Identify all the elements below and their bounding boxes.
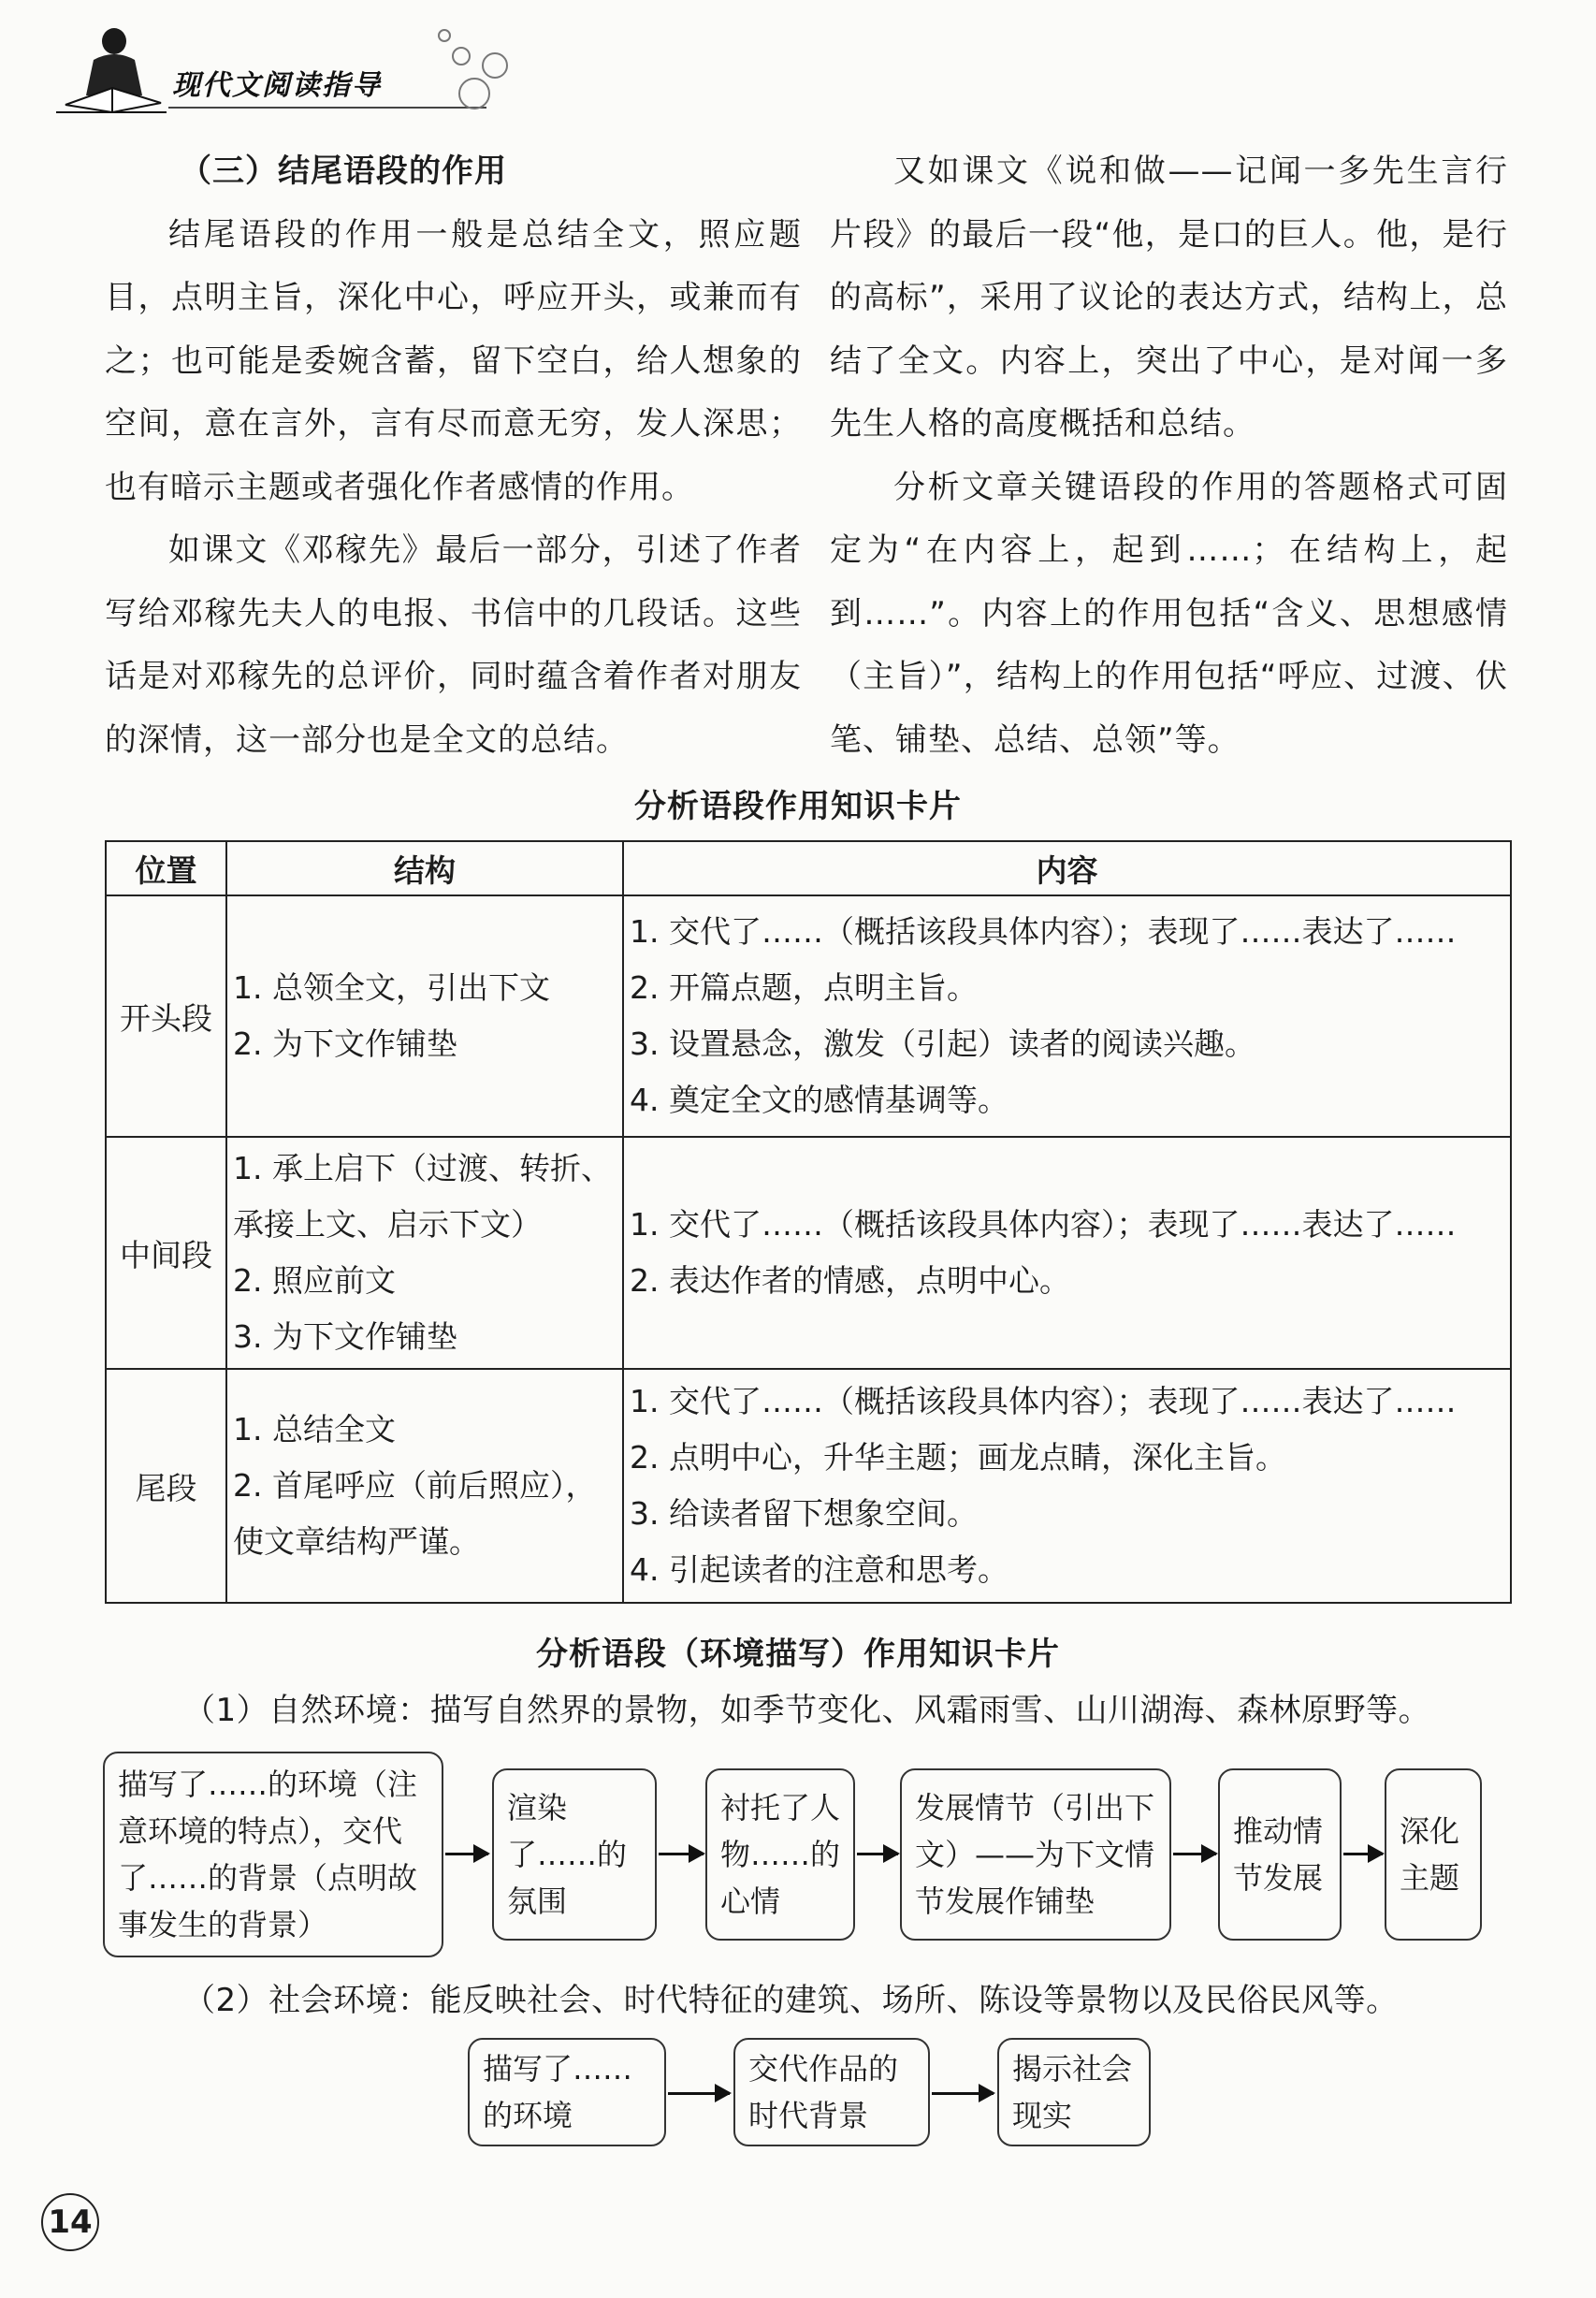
structure-item: 3. 为下文作铺垫 [233,1318,457,1355]
content-item: 4. 奠定全文的感情基调等。 [630,1082,1008,1118]
row-structure [226,1369,623,1603]
section-title: （三）结尾语段的作用 [180,153,507,190]
header-title: 现代文阅读指导 [172,69,382,102]
left-paragraph-2: 如课文《邓稼先》最后一部分，引述了作者写给邓稼先夫人的电报、书信中的几段话。这些话是对邓稼先的总评价，同时蕴含着作者对朋友的深情，这一部分也是全文的总结。 [105,531,802,759]
content-item: 1. 交代了……（概括该段具体内容）；表现了……表达了…… [630,1383,1457,1419]
row-structure [226,895,623,1137]
knowledge-card-table [105,840,1512,1604]
header-content: 内容 [623,841,1511,895]
structure-item: 2. 为下文作铺垫 [233,1025,457,1062]
table-header-row [106,841,1511,895]
body-columns [105,140,1508,777]
row-content [623,895,1511,1137]
structure-item: 2. 首尾呼应（前后照应），使文章结构严谨。 [233,1467,597,1560]
bubbles-decoration-icon [426,22,547,116]
content-item: 4. 引起读者的注意和思考。 [630,1551,1008,1588]
content-item: 2. 表达作者的情感，点明中心。 [630,1262,1070,1299]
header-position: 位置 [106,841,226,895]
table-row [106,895,1511,1137]
natural-environment-label: （1）自然环境：描写自然界的景物，如季节变化、风霜雨雪、山川湖海、森林原野等。 [183,1692,1431,1729]
flow-box-natural-1: 描写了……的环境（注意环境的特点），交代了……的背景（点明故事发生的背景） [103,1752,443,1957]
row-content [623,1137,1511,1369]
flow-arrow [1343,1853,1383,1855]
row-structure [226,1137,623,1369]
structure-item: 2. 照应前文 [233,1262,396,1299]
flow-arrow [857,1853,898,1855]
row-position: 开头段 [106,895,226,1137]
right-paragraph-2: 分析文章关键语段的作用的答题格式可固定为“在内容上，起到……；在结构上，起到……”。内容上的作用包括“含义、思想感情（主旨）”，结构上的作用包括“呼应、过渡、伏笔、铺垫、总结、总领”等。 [830,468,1508,759]
reading-person-icon [56,22,168,116]
table-row [106,1137,1511,1369]
content-item: 1. 交代了……（概括该段具体内容）；表现了……表达了…… [630,913,1457,950]
page-header [56,22,543,125]
header-structure: 结构 [226,841,623,895]
flow-box-natural-3: 衬托了人物……的心情 [705,1768,855,1941]
flow-box-social-3: 揭示社会现实 [997,2038,1151,2146]
flow-box-natural-5: 推动情节发展 [1218,1768,1342,1941]
flow-arrow [1173,1853,1216,1855]
right-column [830,140,1508,772]
table-row [106,1369,1511,1603]
flow-arrow [932,2092,994,2095]
flow-box-natural-4: 发展情节（引出下文）——为下文情节发展作铺垫 [900,1768,1171,1941]
content-item: 3. 设置悬念，激发（引起）读者的阅读兴趣。 [630,1025,1255,1062]
row-content [623,1369,1511,1603]
structure-item: 1. 总领全文，引出下文 [233,969,550,1006]
content-item: 1. 交代了……（概括该段具体内容）；表现了……表达了…… [630,1206,1457,1243]
flow-box-natural-2: 渲染了……的氛围 [492,1768,657,1941]
structure-item: 1. 总结全文 [233,1411,396,1447]
flow-arrow [659,1853,704,1855]
flow-arrow [668,2092,730,2095]
content-item: 2. 开篇点题，点明主旨。 [630,969,978,1006]
row-position: 中间段 [106,1137,226,1369]
left-column [105,140,802,772]
flow-box-social-2: 交代作品的时代背景 [733,2038,930,2146]
structure-item: 1. 承上启下（过渡、转折、承接上文、启示下文） [233,1150,612,1243]
left-paragraph-1: 结尾语段的作用一般是总结全文，照应题目，点明主旨，深化中心，呼应开头，或兼而有之；也可能是委婉含蓄，留下空白，给人想象的空间，意在言外，言有尽而意无穷，发人深思；也有暗示主题或者强化作者感情的作用。 [105,215,802,506]
flow-arrow [445,1853,488,1855]
content-item: 2. 点明中心，升华主题；画龙点睛，深化主旨。 [630,1439,1286,1476]
page-number: 14 [41,2193,99,2251]
content-item: 3. 给读者留下想象空间。 [630,1495,978,1532]
card1-title: 分析语段作用知识卡片 [634,788,962,825]
card2-title: 分析语段（环境描写）作用知识卡片 [536,1636,1060,1673]
flow-box-natural-6: 深化主题 [1385,1768,1482,1941]
row-position: 尾段 [106,1369,226,1603]
flow-box-social-1: 描写了……的环境 [468,2038,666,2146]
social-environment-label: （2）社会环境：能反映社会、时代特征的建筑、场所、陈设等景物以及民俗民风等。 [183,1982,1399,2019]
right-paragraph-1: 又如课文《说和做——记闻一多先生言行片段》的最后一段“他，是口的巨人。他，是行的高标”，采用了议论的表达方式，结构上，总结了全文。内容上，突出了中心，是对闻一多先生人格的高度概括和总结。 [830,153,1508,443]
